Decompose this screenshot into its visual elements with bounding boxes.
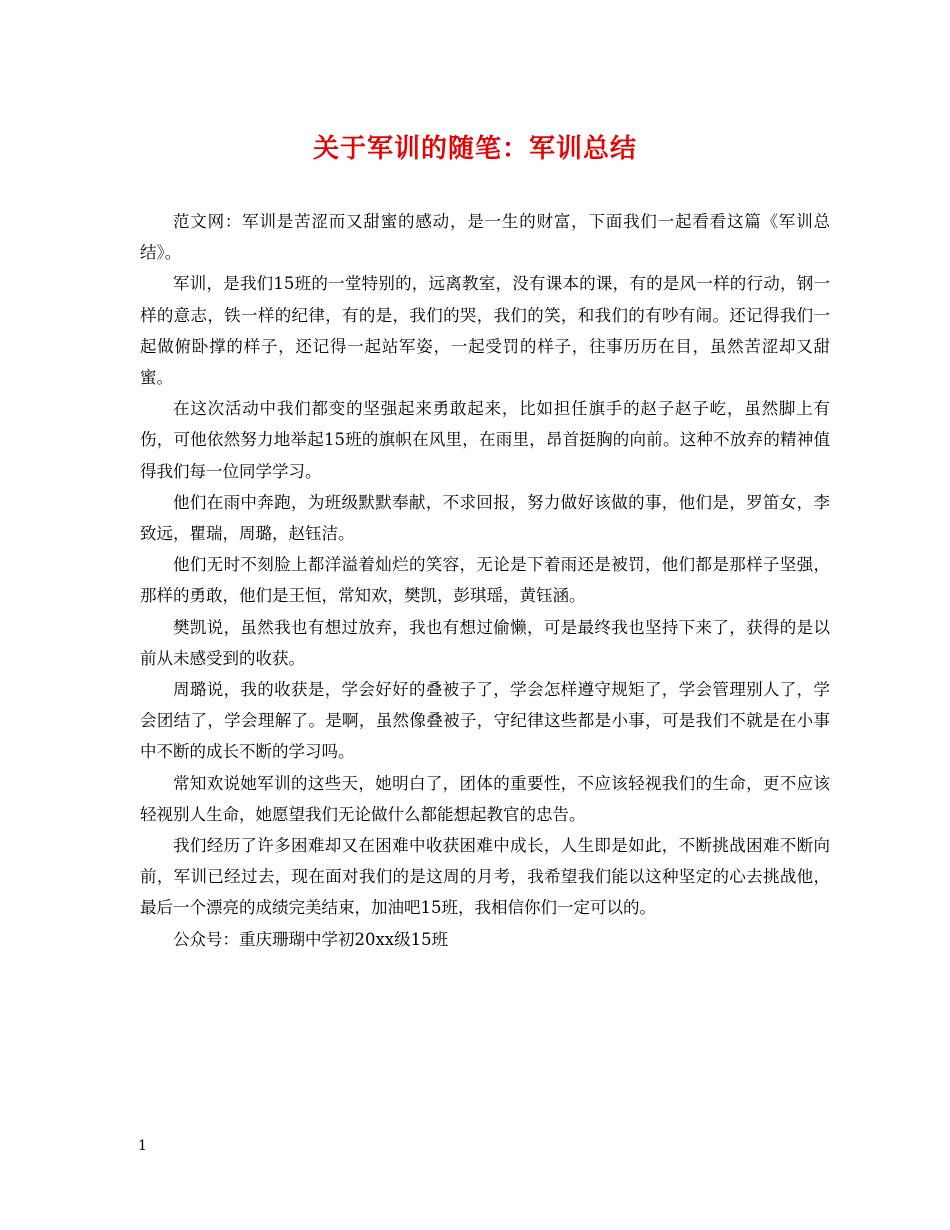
paragraph: 我们经历了许多困难却又在困难中收获困难中成长，人生即是如此，不断挑战困难不断向前，军训已经过去，现在面对我们的是这周的月考，我希望我们能以这种坚定的心去挑战他，最后一个漂亮的成绩完美结束，加油吧15班，我相信你们一定可以的。 xyxy=(140,836,830,918)
document-body xyxy=(140,206,830,955)
paragraph: 他们无时不刻脸上都洋溢着灿烂的笑容，无论是下着雨还是被罚，他们都是那样子坚强，那样的勇敢，他们是王恒，常知欢，樊凯，彭琪瑶，黄钰涵。 xyxy=(140,555,830,606)
page-title: 关于军训的随笔：军训总结 xyxy=(312,134,637,164)
paragraph-signature: 公众号：重庆珊瑚中学初20xx级15班 xyxy=(173,929,449,949)
paragraph: 常知欢说她军训的这些天，她明白了，团体的重要性，不应该轻视我们的生命，更不应该轻视别人生命，她愿望我们无论做什么都能想起教官的忠告。 xyxy=(140,773,830,824)
paragraph: 周璐说，我的收获是，学会好好的叠被子了，学会怎样遵守规矩了，学会管理别人了，学会团结了，学会理解了。是啊，虽然像叠被子，守纪律这些都是小事，可是我们不就是在小事中不断的成长不断的学习吗。 xyxy=(140,680,830,762)
paragraph-intro: 范文网：军训是苦涩而又甜蜜的感动，是一生的财富，下面我们一起看看这篇《军训总结》。 xyxy=(140,212,830,263)
paragraph: 他们在雨中奔跑，为班级默默奉献，不求回报，努力做好该做的事，他们是，罗笛女，李致远，瞿瑞，周璐，赵钰洁。 xyxy=(140,492,830,544)
paragraph: 樊凯说，虽然我也有想过放弃，我也有想过偷懒，可是最终我也坚持下来了，获得的是以前从未感受到的收获。 xyxy=(140,617,830,668)
paragraph: 军训，是我们15班的一堂特别的，远离教室，没有课本的课，有的是风一样的行动，钢一样的意志，铁一样的纪律，有的是，我们的哭，我们的笑，和我们的有吵有闹。还记得我们一起做俯卧撑的样子，还记得一起站军姿，一起受罚的样子，往事历历在目，虽然苦涩却又甜蜜。 xyxy=(140,274,830,388)
page-number: 1 xyxy=(138,1138,147,1154)
paragraph: 在这次活动中我们都变的坚强起来勇敢起来，比如担任旗手的赵子赵子屹，虽然脚上有伤，可他依然努力地举起15班的旗帜在风里，在雨里，昂首挺胸的向前。这种不放弃的精神值得我们每一位同学学习。 xyxy=(140,399,830,481)
